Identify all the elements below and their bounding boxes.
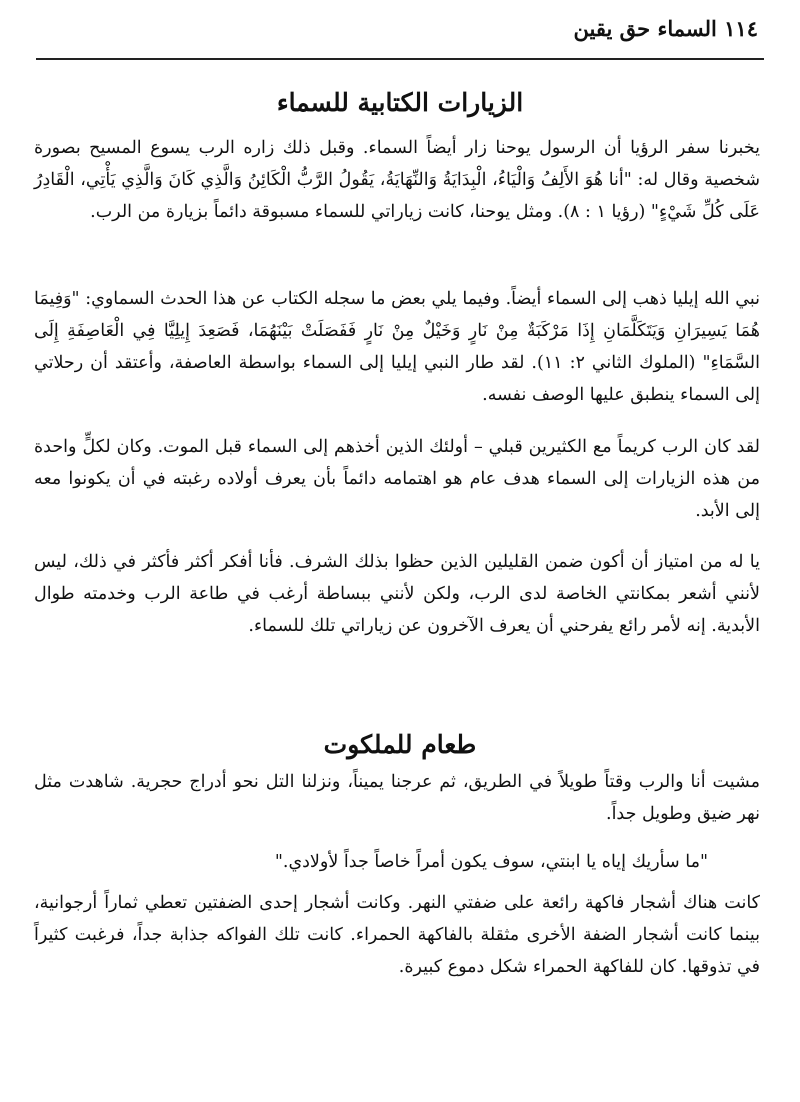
paragraph-john-visit: يخبرنا سفر الرؤيا أن الرسول يوحنا زار أيضاً السماء. وقبل ذلك زاره الرب يسوع المسيح بصورة شخصية وقال له: "أنا هُوَ الأَلِفُ وَالْيَاءُ، الْبِدَايَةُ وَالنِّهَايَةُ، يَقُولُ الرَّبُّ الْكَائِنُ وَالَّذِي كَانَ وَالَّذِي يَأْتِي، الْقَادِرُ عَلَى كُلِّ شَيْءٍ" (رؤيا ١ : ٨). ومثل يوحنا، كانت زياراتي للسماء مسبوقة دائماً بزيارة من الرب. <box>34 138 760 222</box>
paragraph-fruit-trees: كانت هناك أشجار فاكهة رائعة على ضفتي النهر. وكانت أشجار إحدى الضفتين تعطي ثماراً أرجوانية، بينما كانت أشجار الضفة الأخرى مثقلة بالفاكهة الحمراء. كانت تلك الفواكه جذابة جداً، فرغبت كثيراً في تذوقها. كان للفاكهة الحمراء شكل دموع كبيرة. <box>34 893 760 977</box>
paragraph-elijah: نبي الله إيليا ذهب إلى السماء أيضاً. وفيما يلي بعض ما سجله الكتاب عن هذا الحدث السماوي: "وَفِيمَا هُمَا يَسِيرَانِ وَيَتَكَلَّمَانِ إِذَا مَرْكَبَةٌ مِنْ نَارٍ وَخَيْلٌ مِنْ نَارٍ فَفَصَلَتْ بَيْنَهُمَا، فَصَعِدَ إِيلِيَّا فِي الْعَاصِفَةِ إِلَى السَّمَاءِ" (الملوك الثاني ٢: ١١). لقد طار النبي إيليا إلى السماء بواسطة العاصفة، وأعتقد أن رحلاتي إلى السماء ينطبق عليها الوصف نفسه. <box>34 289 760 405</box>
book-title: السماء حق يقين <box>573 16 717 41</box>
header-divider <box>36 58 764 60</box>
running-header <box>566 16 758 41</box>
paragraph-walk-river: مشيت أنا والرب وقتاً طويلاً في الطريق، ثم عرجنا يميناً، ونزلنا التل نحو أدراج حجرية. شاهدت مثل نهر ضيق وطويل جداً. <box>34 772 760 824</box>
page-number: ١١٤ <box>724 16 758 41</box>
quote-lord: "ما سأريك إياه يا ابنتي، سوف يكون أمراً خاصاً جداً لأولادي." <box>274 852 708 872</box>
section-title-food-for-kingdom: طعام للملكوت <box>323 730 477 759</box>
paragraph-lord-generous: لقد كان الرب كريماً مع الكثيرين قبلي – أولئك الذين أخذهم إلى السماء قبل الموت. وكان لكلٍّ واحدة من هذه الزيارات إلى السماء هدف عام هو اهتمامه دائماً بأن يعرف أولاده رغبته في أن يكونوا معه إلى الأبد. <box>34 437 760 521</box>
section-title-scriptural-visits: الزيارات الكتابية للسماء <box>276 88 524 117</box>
paragraph-privilege: يا له من امتياز أن أكون ضمن القليلين الذين حظوا بذلك الشرف. فأنا أفكر أكثر فأكثر في ذلك، ليس لأنني أشعر بمكانتي الخاصة لدى الرب، ولكن لأنني ببساطة أرغب في طاعة الرب وخدمته طوال الأبدية. إنه لأمر رائع يفرحني أن يعرف الآخرون عن زياراتي تلك للسماء. <box>34 552 760 636</box>
